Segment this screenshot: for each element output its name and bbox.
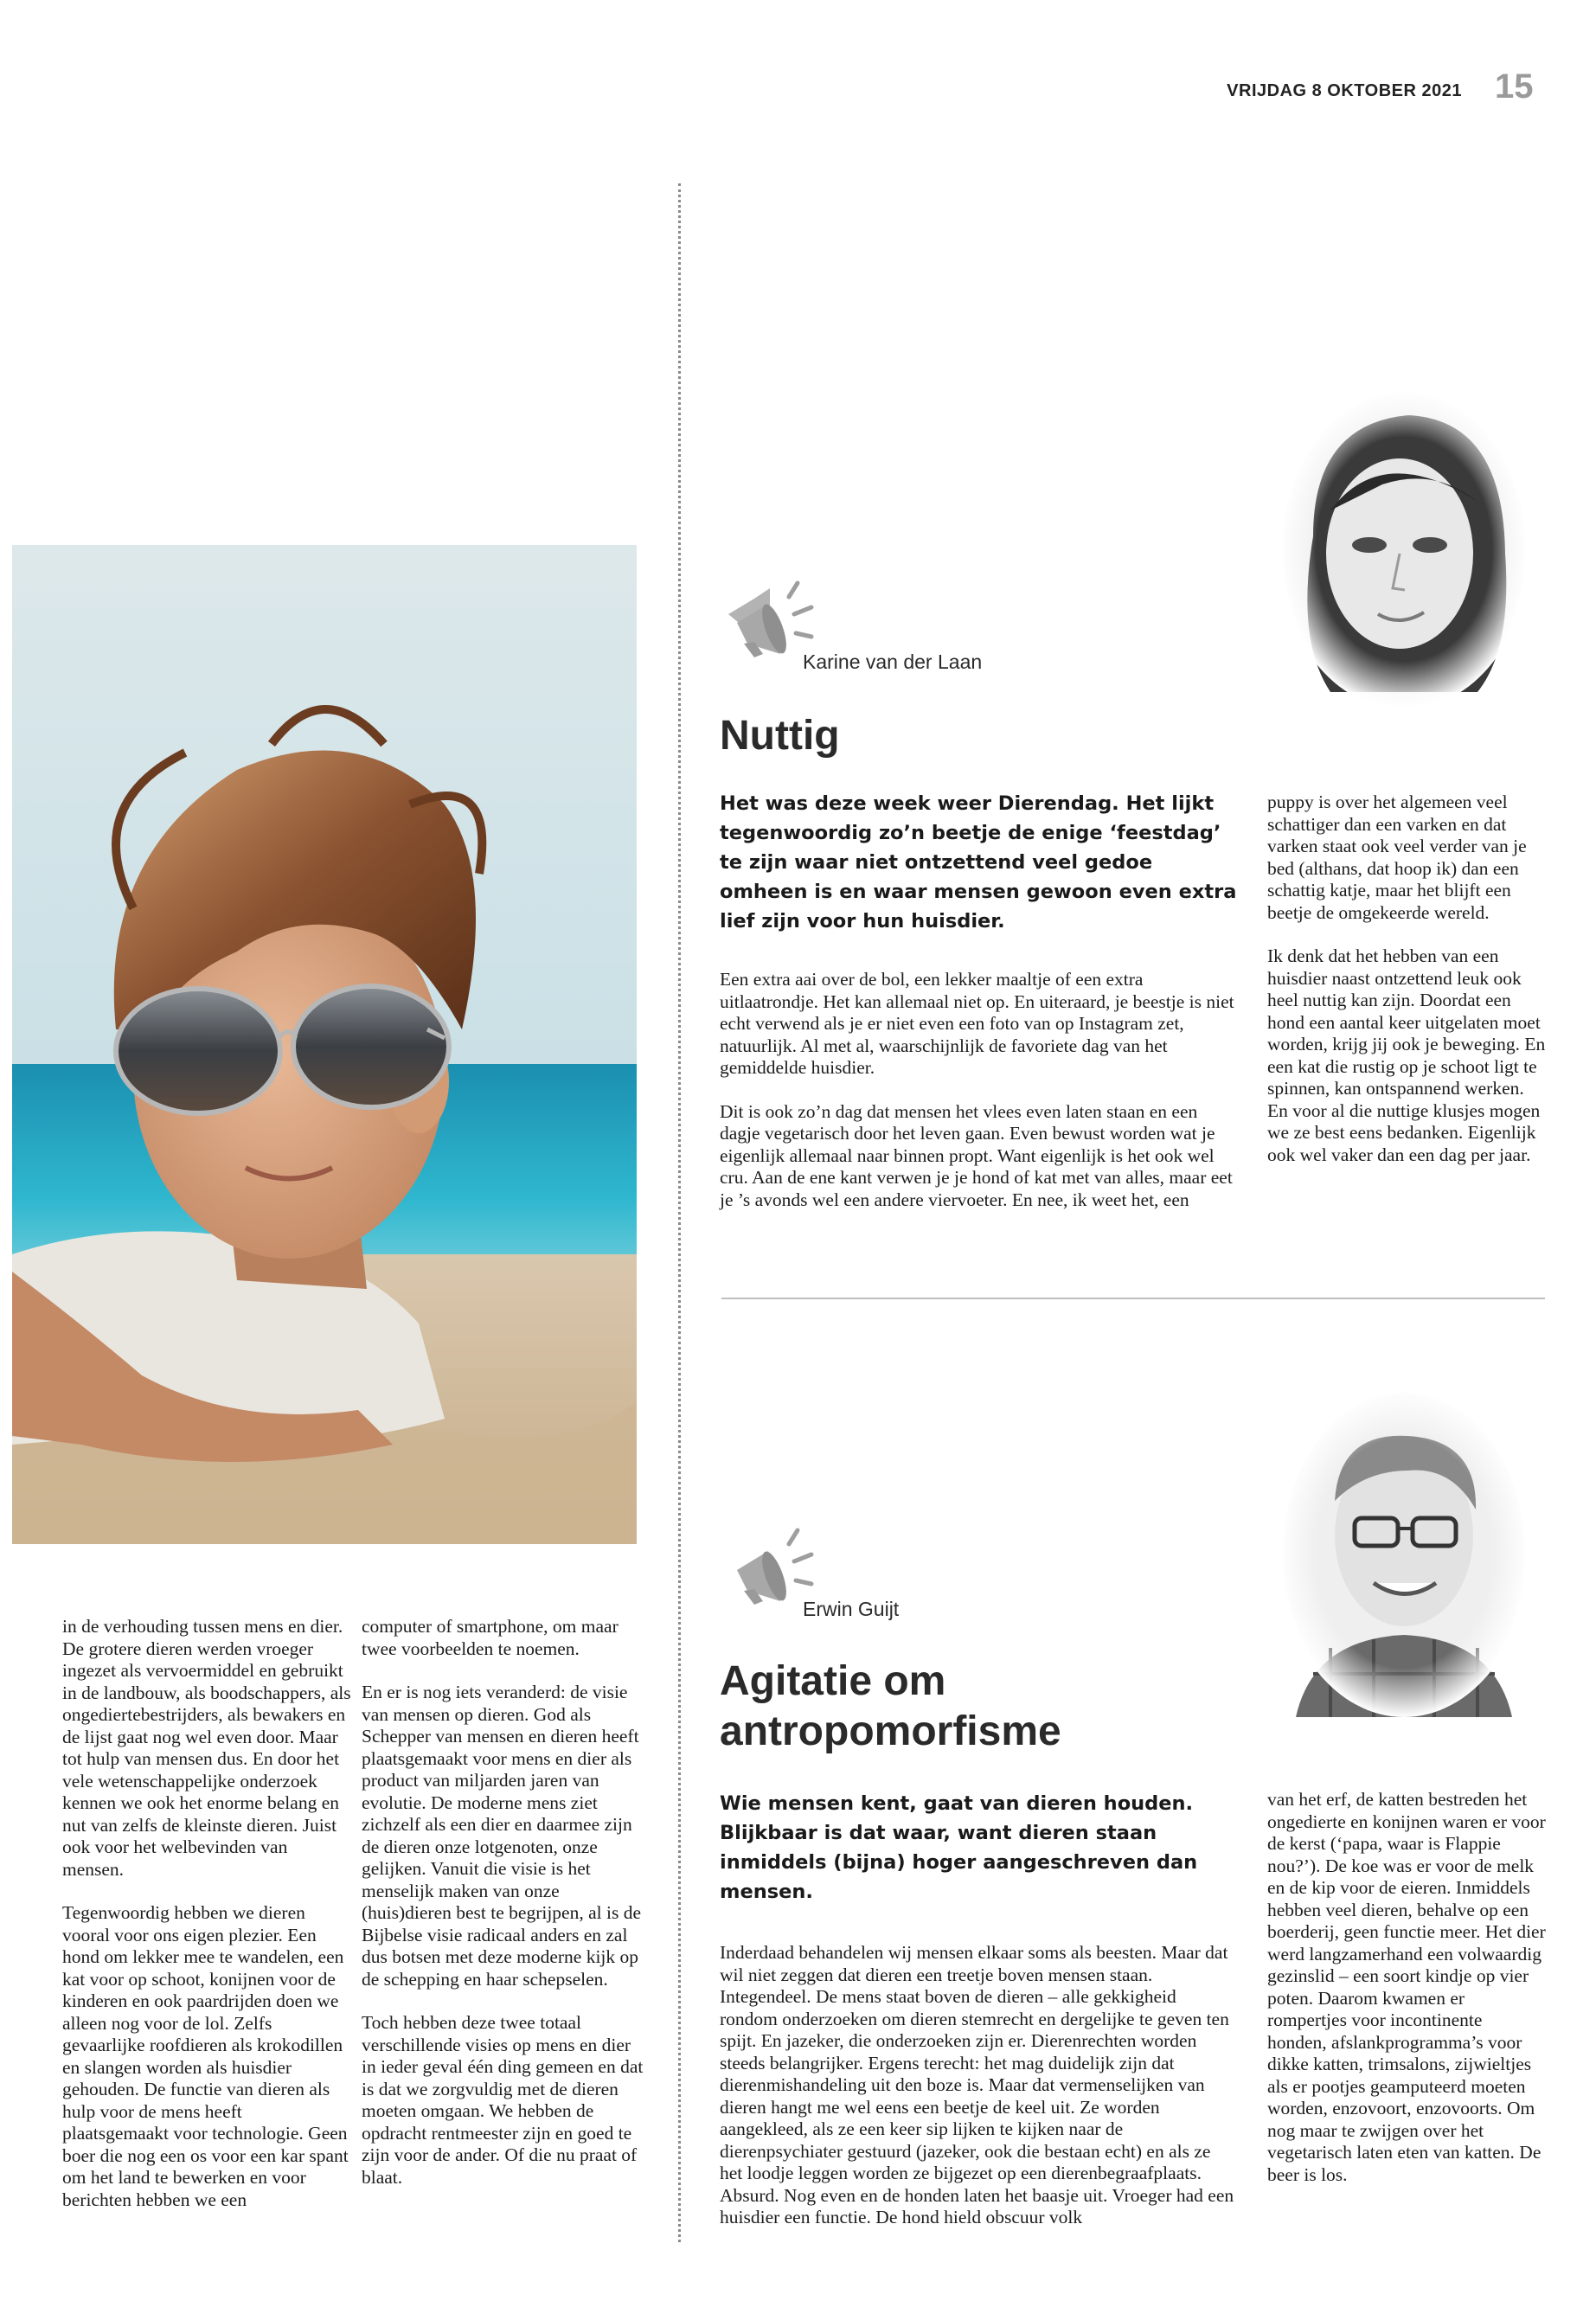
- author-portrait: [1279, 1388, 1529, 1717]
- paragraph: Inderdaad behandelen wij mensen elkaar soms als beesten. Maar dat wil niet zeggen dat dieren een treetje boven mensen staan. Integendeel. De mens staat boven de dieren – alle gekkigheid rondom onderzoeken om dieren stemrecht en dergelijke te geven ten spijt. En jazeker, die onderzoeken zijn er. Dierenrechten worden steeds belangrijker. Ergens terecht: het mag duidelijk zijn dat dierenmishandeling uit den boze is. Maar dat vermenselijken van dieren hangt me wel eens een beetje de keel uit. Ze worden aangekleed, als ze een keer sip lijken te kijken naar de dierenpsychiater gestuurd (jazeker, ook die bestaan echt) en als ze het loodje leggen worden ze bijgezet op een dierenbegraafplaats. Absurd. Nog even en de honden laten het baasje uit. Vroeger had een huisdier een functie. De hond hield obscuur volk: [720, 1942, 1234, 2227]
- author-name: Karine van der Laan: [803, 651, 983, 673]
- article-lede: Wie mensen kent, gaat van dieren houden. Blijkbaar is dat waar, want dieren staan inmiddels (bijna) hoger aangeschreven dan mensen.: [720, 1792, 1198, 1903]
- megaphone-icon: [720, 571, 819, 657]
- paragraph: Dit is ook zo’n dag dat mensen het vlees even laten staan en een dagje vegetarisch door het leven gaan. Even bewust worden wat je eigenlijk allemaal naar binnen propt. Want eigenlijk is het ook wel cru. Aan de ene kant verwen je je hond of kat met van alles, maar eet je ’s avonds wel een andere viervoeter. En nee, ik weet het, een: [720, 1100, 1233, 1210]
- column-divider: [678, 183, 681, 2242]
- paragraph: En er is nog iets veranderd: de visie van mensen op dieren. God als Schepper van mensen en dieren heeft plaatsgemaakt voor mens en dier als product van miljarden jaren van evolutie. De moderne mens ziet zichzelf als een dier en daarmee zijn de dieren onze lotgenoten, onze gelijken. Vanuit die visie is het menselijk maken van onze (huis)dieren best te begrijpen, al is de Bijbelse visie radicaal anders en zal dus botsen met deze moderne kijk op de schepping en haar schepselen.: [362, 1682, 641, 1990]
- article-divider: [721, 1298, 1545, 1299]
- paragraph: Ik denk dat het hebben van een huisdier naast ontzettend leuk ook heel nuttig kan zijn. Doordat een hond een aantal keer uitgelaten moet worden, krijg jij ook je beweging. En een kat die rustig op je schoot ligt te spinnen, kan ontspannend werken. En voor al die nuttige klusjes mogen we ze best eens bedanken. Eigenlijk ook wel vaker dan een dag per jaar.: [1267, 945, 1546, 1165]
- beach-photo: [12, 545, 637, 1544]
- article-body-main: [720, 1942, 1237, 2251]
- left-article-column-2: [362, 1616, 647, 2210]
- article-title: Nuttig: [720, 713, 840, 759]
- paragraph: van het erf, de katten bestreden het ongedierte en konijnen waren er voor de kerst (‘papa, waar is Flappie nou?’). De koe was er voor de melk en de kip voor de eieren. Inmiddels hebben veel dieren, behalve op een boerderij, geen functie meer. Het dier werd langzamerhand een volwaardig gezinslid – een soort kindje op vier poten. Daarom kwamen er rompertjes voor incontinente honden, afslankprogramma’s voor dikke katten, trimsalons, zijwieltjes als er pootjes geamputeerd moeten worden, enzovoort, enzovoorts. Om nog maar te zwijgen over het vegetarisch laten eten van katten. De beer is los.: [1267, 1789, 1546, 2185]
- article-body-main: [720, 969, 1237, 1233]
- paragraph: Een extra aai over de bol, een lekker maaltje of een extra uitlaatrondje. Het kan allemaal niet op. En uiteraard, je beestje is niet echt verwend als je er niet even een foto van op Instagram zet, natuurlijk. Al met al, waarschijnlijk de favoriete dag van het gemiddelde huisdier.: [720, 969, 1234, 1078]
- title-line: Agitatie om: [720, 1658, 946, 1704]
- paragraph: in de verhouding tussen mens en dier. De grotere dieren werden vroeger ingezet als vervoermiddel en gebruikt in de landbouw, als boodschappers, als ongediertebestrijders, als bewakers en de lijst gaat nog wel even door. Maar tot hulp van mensen dus. En door het vele wetenschappelijke onderzoek kennen we ook het enorme belang en nut van zelfs de kleinste dieren. Juist ook voor het welbevinden van mensen.: [62, 1616, 351, 1880]
- left-article-column-1: [62, 1616, 352, 2233]
- paragraph: puppy is over het algemeen veel schattiger dan een varken en dat varken staat ook veel verder van je bed (althans, dat hoop ik) dan een schattig katje, maar het blijft een beetje de omgekeerde wereld.: [1267, 792, 1527, 923]
- title-line: antropomorfisme: [720, 1708, 1061, 1754]
- megaphone-icon: [720, 1518, 819, 1605]
- paragraph: Toch hebben deze twee totaal verschillende visies op mens en dier in ieder geval één ding gemeen en dat is dat we zorgvuldig met de dieren moeten omgaan. We hebben de opdracht rentmeester zijn en goed te zijn voor de ander. Of die nu praat of blaat.: [362, 2012, 644, 2188]
- paragraph: computer of smartphone, om maar twee voorbeelden te noemen.: [362, 1616, 619, 1659]
- author-name: Erwin Guijt: [803, 1598, 900, 1620]
- article-title: [720, 1657, 1061, 1757]
- article-lede: Het was deze week weer Dierendag. Het lijkt tegenwoordig zo’n beetje de enige ‘feestdag’ te zijn waar niet ontzettend veel gedoe omheen is en waar mensen gewoon even extra lief zijn voor hun huisdier.: [720, 792, 1237, 933]
- article-body-side: [1267, 792, 1546, 1188]
- paragraph: Tegenwoordig hebben we dieren vooral voor ons eigen plezier. Een hond om lekker mee te wandelen, een kat voor op schoot, konijnen voor de kinderen en ook paardrijden doen we alleen nog voor de lol. Zelfs gevaarlijke roofdieren als krokodillen en slangen worden als huisdier gehouden. De functie van dieren als hulp voor de mens heeft plaatsgemaakt voor technologie. Geen boer die nog een os voor een kar spant om het land te bewerken en voor berichten hebben we een: [62, 1902, 349, 2210]
- page-number: 15: [1495, 67, 1534, 106]
- article-body-side: [1267, 1789, 1546, 2208]
- issue-date: VRIJDAG 8 OKTOBER 2021: [1227, 81, 1462, 100]
- author-portrait: [1279, 389, 1529, 709]
